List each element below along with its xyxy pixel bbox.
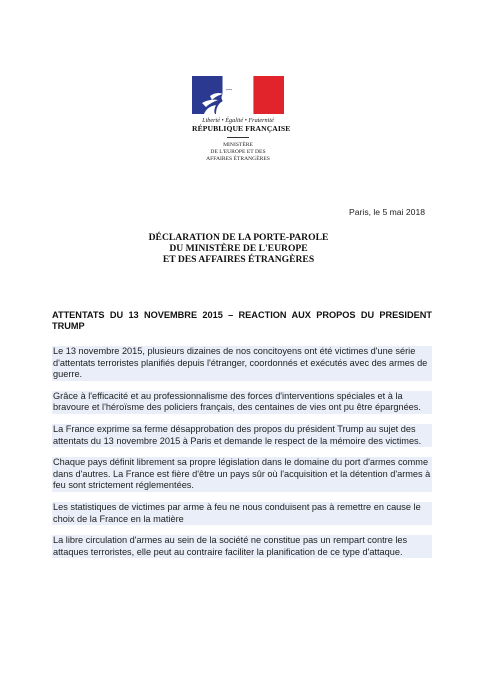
paragraph-1: Le 13 novembre 2015, plusieurs dizaines de nos concitoyens ont été victimes d'une série d'attentats terroristes planifiés depuis l'étranger, coordonnés et exécutés avec des armes de guerre. (52, 346, 432, 381)
paragraph-5: Les statistiques de victimes par arme à feu ne nous conduisent pas à remettre en cause le choix de la France en la matière (52, 502, 432, 525)
paragraph-6: La libre circulation d'armes au sein de la société ne constitue pas un rempart contre les attaques terroristes, elle peut au contraire faciliter la planification de ce type d'attaque. (52, 535, 432, 558)
ministry-name-line2: DE L'EUROPE ET DES (210, 149, 266, 155)
ministry-name-line3: AFFAIRES ÉTRANGÈRES (206, 156, 270, 162)
paragraph-3: La France exprime sa ferme désapprobation des propos du président Trump au sujet des attentats du 13 novembre 2015 à Paris et demande le respect de la mémoire des victimes. (52, 424, 432, 447)
declaration-title-line1: DÉCLARATION DE LA PORTE-PAROLE (148, 232, 329, 243)
subject-heading: ATTENTATS DU 13 NOVEMBRE 2015 – REACTION AUX PROPOS DU PRESIDENT TRUMP (52, 310, 432, 331)
ministry-name-line1: MINISTÈRE (223, 142, 253, 148)
paragraph-2: Grâce à l'efficacité et au professionnalisme des forces d'interventions spéciales et à la bravoure et l'héroïsme des policiers français, des centaines de vies ont pu être épargnées. (52, 391, 432, 414)
document-date: Paris, le 5 mai 2018 (349, 207, 425, 217)
statement-body (52, 346, 432, 568)
declaration-title (60, 232, 417, 265)
logo-divider (227, 137, 249, 138)
paragraph-4: Chaque pays définit librement sa propre législation dans le domaine du port d'armes comme dans d'autres. La France est fière d'être un pays sûr où l'acquisition et la détention d'armes à feu sont strictement réglementées. (53, 457, 431, 491)
republic-name: RÉPUBLIQUE FRANÇAISE (192, 124, 291, 133)
ministry-logo (192, 76, 291, 163)
marianne-flag-icon (192, 76, 284, 114)
declaration-title-line3: ET DES AFFAIRES ÉTRANGÈRES (162, 254, 315, 265)
declaration-title-line2: DU MINISTÈRE DE L'EUROPE (169, 243, 308, 254)
republic-motto: Liberté • Égalité • Fraternité (202, 117, 274, 124)
